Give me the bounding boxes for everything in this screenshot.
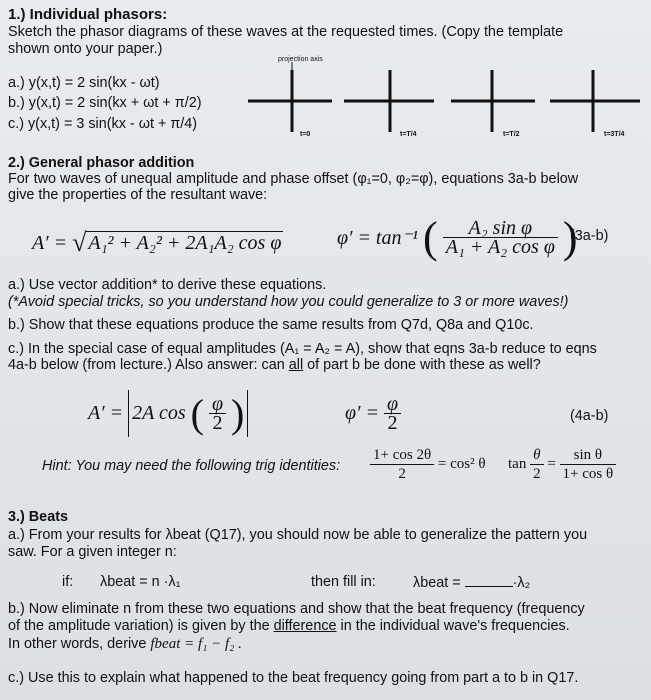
- time-label-3: t=3T/4: [604, 131, 625, 138]
- eq4a: [88, 390, 248, 437]
- eq3a-radicand: A₁² + A₂² + 2A₁A₂ cos φ: [88, 232, 282, 254]
- b-line2-pre: of the amplitude variation) is given by the: [8, 618, 274, 634]
- hint-identity-2: [508, 446, 616, 483]
- paren-close-icon: ): [562, 213, 578, 262]
- paren-open-icon: (: [423, 213, 438, 262]
- eq4-tag: (4a-b): [570, 408, 609, 424]
- hint1-fraction: [370, 446, 434, 483]
- hint2-lhs: tan: [508, 456, 527, 472]
- eq3b-fraction: [443, 219, 558, 256]
- eq4a-paren-open-icon: (: [190, 391, 204, 436]
- hint-identity-1: [370, 446, 486, 483]
- eq4b-numerator: φ: [384, 395, 401, 414]
- eq4b-denominator: 2: [387, 412, 398, 434]
- section1-heading: 1.) Individual phasors:: [8, 6, 168, 23]
- eq3b-denominator: A₁ + A₂ cos φ: [445, 236, 555, 258]
- eq3-tag: (3a-b): [570, 228, 609, 244]
- eq3a-lhs: A′ =: [32, 232, 68, 254]
- eq4a-body: 2A cos: [132, 402, 186, 424]
- if-expression: λbeat = n ·λ₁: [100, 574, 181, 590]
- eq4a-numerator: φ: [209, 395, 226, 414]
- c-line2-post: of part b be done with these as well?: [303, 357, 541, 373]
- then-label: then fill in:: [311, 574, 376, 590]
- then-expr-text: λbeat =: [413, 575, 461, 591]
- hint2-equals: =: [547, 456, 556, 472]
- c-line2-all: all: [288, 357, 304, 373]
- hint2-denominator: 1+ cos θ: [562, 466, 614, 482]
- section1-line1: Sketch the phasor diagrams of these waves at the requested times. (Copy the template: [8, 24, 564, 40]
- section2-b-line: b.) Show that these equations produce the same results from Q7d, Q8a and Q10c.: [8, 317, 534, 333]
- b-line3-equation: fbeat = f₁ − f₂ .: [150, 636, 242, 652]
- then-expression: [413, 574, 530, 592]
- eq4a-denominator: 2: [212, 412, 223, 434]
- section3-b-line1: b.) Now eliminate n from these two equations and show that the beat frequency (frequency: [8, 601, 585, 617]
- hint2-right-fraction: [560, 446, 617, 483]
- hint2-numerator: sin θ: [560, 446, 617, 465]
- eq3b-numerator: A₂ sin φ: [443, 219, 558, 238]
- hint-label: Hint: You may need the following trig identities:: [42, 458, 341, 474]
- section1-item-a: a.) y(x,t) = 2 sin(kx - ωt): [8, 75, 160, 91]
- hint2-left-numerator: θ: [530, 446, 544, 465]
- time-label-2: t=T/2: [503, 131, 520, 138]
- then-tail: ·λ₂: [512, 575, 531, 591]
- b-line2-difference: difference: [273, 618, 337, 634]
- section3-a-line2: saw. For a given integer n:: [8, 544, 177, 560]
- eq4a-fraction: [209, 395, 226, 432]
- section2-a-line2: (*Avoid special tricks, so you understand how you could generalize to 3 or more waves!): [8, 294, 569, 310]
- b-line2-post: in the individual wave's frequencies.: [336, 618, 570, 634]
- eq4a-lhs: A′ =: [88, 402, 124, 424]
- sqrt-icon: √: [72, 228, 87, 257]
- eq4b: [345, 395, 401, 432]
- section2-a-line1: a.) Use vector addition* to derive these equations.: [8, 277, 327, 293]
- eq3b-lhs: φ′ = tan⁻¹: [337, 227, 419, 249]
- answer-blank[interactable]: [465, 574, 513, 587]
- section3-b-line2: [8, 618, 570, 635]
- projection-axis-label: projection axis: [278, 56, 323, 63]
- section2-line1: For two waves of unequal amplitude and phase offset (φ₁=0, φ₂=φ), equations 3a-b below: [8, 171, 579, 187]
- eq4a-abs: [128, 390, 248, 437]
- section3-c-line: c.) Use this to explain what happened to the beat frequency going from part a to b in Q17.: [8, 670, 579, 686]
- phasor-axes-group: [248, 70, 640, 132]
- eq3b: [337, 212, 578, 263]
- section1-line2: shown onto your paper.): [8, 41, 163, 57]
- time-label-0: t=0: [300, 131, 311, 138]
- eq4b-fraction: [384, 395, 401, 432]
- hint1-rhs: = cos² θ: [437, 456, 486, 472]
- eq4b-lhs: φ′ =: [345, 402, 379, 424]
- if-label: if:: [62, 574, 74, 590]
- eq3a: [32, 228, 283, 258]
- hint1-numerator: 1+ cos 2θ: [370, 446, 434, 465]
- section3-a-line1: a.) From your results for λbeat (Q17), you should now be able to generalize the pattern you: [8, 527, 588, 543]
- section2-line2: give the properties of the resultant wave:: [8, 187, 268, 203]
- hint2-left-denominator: 2: [533, 466, 541, 482]
- section1-item-c: c.) y(x,t) = 3 sin(kx - ωt + π/4): [8, 116, 198, 132]
- section2-c-line1: c.) In the special case of equal amplitudes (A₁ = A₂ = A), show that eqns 3a-b reduce to eqns: [8, 341, 597, 357]
- section3-heading: 3.) Beats: [8, 509, 68, 525]
- eq4a-paren-close-icon: ): [231, 391, 245, 436]
- time-label-1: t=T/4: [400, 131, 417, 138]
- section1-item-b: b.) y(x,t) = 2 sin(kx + ωt + π/2): [8, 95, 202, 111]
- hint1-denominator: 2: [398, 466, 406, 482]
- c-line2-pre: 4a-b below (from lecture.) Also answer: can: [8, 357, 289, 373]
- section2-heading: 2.) General phasor addition: [8, 155, 195, 171]
- b-line3-text: In other words, derive: [8, 636, 147, 652]
- hint2-left-fraction: [530, 446, 544, 483]
- section3-b-line3: [8, 636, 242, 653]
- section2-c-line2: [8, 357, 541, 374]
